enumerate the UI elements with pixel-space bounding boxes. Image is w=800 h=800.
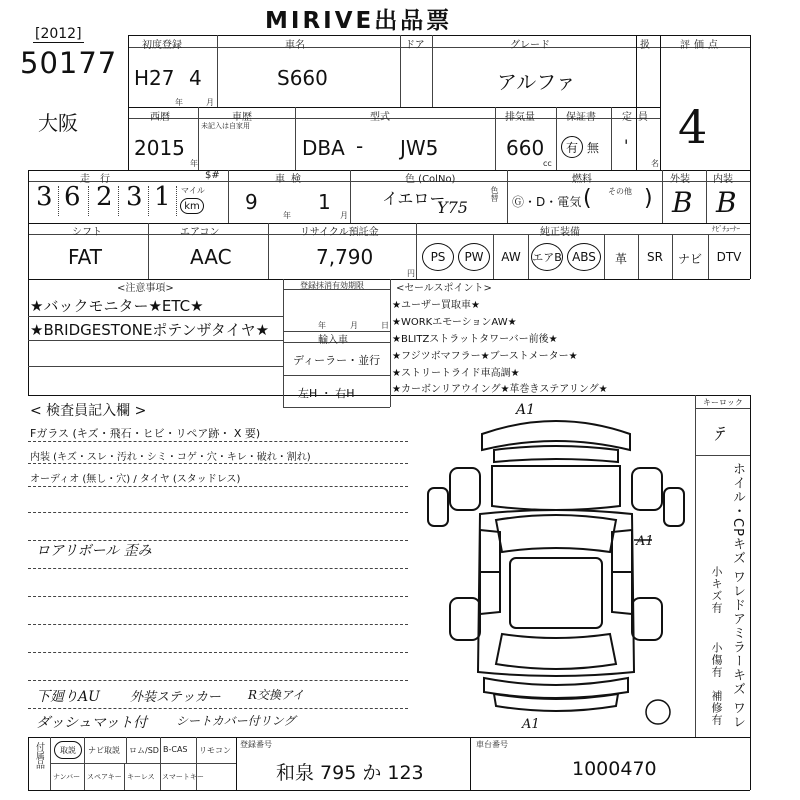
note-item: ★バックモニター★ETC★ xyxy=(30,297,204,315)
import-label: 輸入車 xyxy=(318,335,348,346)
side-note-mirror: ドアミラーキズ ワレ xyxy=(730,598,745,730)
color-label: 色 (ColNo) xyxy=(405,174,456,185)
mileage-digit: 6 xyxy=(64,182,81,212)
model-sep: - xyxy=(356,134,364,158)
chassis-label: 車台番号 xyxy=(476,740,508,749)
dealer-parallel: ディーラー・並行 xyxy=(293,354,381,367)
side-note-mirror-sub: 小傷有 xyxy=(710,642,723,678)
handwritten-note: 下廻りAU xyxy=(36,689,100,705)
equipment-ps: PS xyxy=(422,243,454,271)
mileage-label: 走行 xyxy=(80,174,120,185)
accessory-remote: リモコン xyxy=(199,746,231,755)
accessory-navi-manual: ナビ取説 xyxy=(88,746,120,755)
diagram-mark-front: A1 xyxy=(516,402,536,418)
year-unit: 年 xyxy=(175,98,183,107)
inspection-month-unit: 月 xyxy=(340,211,348,220)
fuel-other: その他 xyxy=(608,187,632,196)
side-note-wheel-sub: 小キズ有 xyxy=(710,566,723,614)
evaluation-score: 4 xyxy=(678,100,708,154)
cc-unit: cc xyxy=(543,159,552,168)
sales-point-item: ★フジツボマフラー★ブーストメーター★ xyxy=(392,351,578,362)
mileage-digit: 1 xyxy=(154,182,171,212)
sales-point-item: ★ユーザー買取車★ xyxy=(392,300,480,311)
model-code: JW5 xyxy=(400,136,439,160)
warranty-label: 保証書 xyxy=(566,112,596,123)
accessory-plate: ナンバー xyxy=(53,773,81,781)
chassis-number: 1000470 xyxy=(572,758,657,780)
notes-label: <注意事項> xyxy=(117,283,174,294)
diagram-mark-side: A1 xyxy=(636,534,654,549)
interior-grade: B xyxy=(716,186,737,219)
exterior-grade: B xyxy=(672,186,693,219)
evaluation-label: 評価点 xyxy=(680,40,722,51)
plate-label: 登録番号 xyxy=(240,740,272,749)
steering-side: 左H ・ 右H xyxy=(298,387,355,400)
registration-expiry-label: 登録抹消有効期限 xyxy=(300,281,364,290)
navi-tuner-label: ﾅﾋﾞﾁｭｰﾅｰ xyxy=(712,225,740,233)
capacity-label: 定員 xyxy=(622,112,654,123)
mileage-unit-mile: マイル xyxy=(181,186,205,195)
model-year: 2015 xyxy=(134,136,185,160)
sales-points-label: <セールスポイント> xyxy=(396,283,492,294)
fuel-close-paren: ) xyxy=(644,186,653,211)
month-unit: 月 xyxy=(206,98,214,107)
mileage-digit: 2 xyxy=(96,182,113,212)
expiry-month-unit: 月 xyxy=(350,321,358,330)
mileage-digit: 3 xyxy=(126,182,143,212)
inspector-label: < 検査員記入欄 > xyxy=(30,403,147,419)
warranty-yes: 有 xyxy=(561,136,583,158)
accessory-spare-key: スペアキー xyxy=(87,773,122,781)
car-name-label: 車名 xyxy=(285,40,305,51)
car-damage-diagram xyxy=(420,402,692,732)
person-unit: 名 xyxy=(651,159,659,168)
expiry-year-unit: 年 xyxy=(318,321,326,330)
mileage-extra: $# xyxy=(205,170,220,181)
shift-label: シフト xyxy=(72,227,102,238)
handwritten-note: 外装ステッカー xyxy=(130,690,221,705)
plate-number: 和泉 795 か 123 xyxy=(276,762,424,784)
capacity-mark: ' xyxy=(624,136,629,155)
displacement: 660 xyxy=(506,136,545,160)
mileage-unit-km: km xyxy=(180,198,204,214)
note-item: ★BRIDGESTONEポテンザタイヤ★ xyxy=(30,321,270,339)
exterior-label: 外装 xyxy=(670,174,690,185)
yen-unit: 円 xyxy=(407,269,415,278)
key-lock-label: キーロック xyxy=(703,398,743,407)
diagram-mark-rear: A1 xyxy=(522,717,540,732)
equipment-leather: 革 xyxy=(614,252,627,266)
color-change-label: 色替 xyxy=(490,186,499,202)
model-year-unit: 年 xyxy=(190,159,198,168)
history-note: 未記入は自家用 xyxy=(201,122,250,130)
accessory-smart-key: スマートキー xyxy=(162,773,204,781)
inspection-label: 車検 xyxy=(275,174,307,185)
region: 大阪 xyxy=(38,111,78,135)
lot-number: 50177 xyxy=(20,46,118,80)
equipment-label: 純正装備 xyxy=(540,227,580,238)
side-note-wheel: ホイル・CPキズ ワレ xyxy=(730,462,745,599)
equipment-abs: ABS xyxy=(567,243,601,271)
form-title: MIRIVE出品票 xyxy=(265,8,453,34)
first-reg-label: 初度登録 xyxy=(142,40,182,51)
equipment-sr: SR xyxy=(647,250,663,264)
year-code: [2012] xyxy=(35,26,82,42)
equipment-navi: ナビ xyxy=(677,252,702,266)
inspector-line-audio: オーディオ (無し・穴) / タイヤ (スタッドレス) xyxy=(30,474,241,485)
first-reg-month: 4 xyxy=(189,66,202,90)
expiry-day-unit: 日 xyxy=(381,321,389,330)
warranty-no: 無 xyxy=(587,141,600,155)
equipment-aw: AW xyxy=(501,250,521,264)
car-name: S660 xyxy=(277,66,328,90)
equipment-pw: PW xyxy=(458,243,490,271)
recycle-label: リサイクル預託金 xyxy=(300,227,379,238)
inspection-year: 9 xyxy=(245,190,258,214)
model-prefix: DBA xyxy=(302,136,345,160)
accessory-rom-sd: ロム/SD xyxy=(129,746,159,755)
sales-point-item: ★BLITZストラットタワーバー前後★ xyxy=(392,334,558,345)
equipment-dtv: DTV xyxy=(716,250,742,264)
grade: アルファ xyxy=(497,70,576,94)
ac-label: エアコン xyxy=(180,227,220,238)
sales-point-item: ★カーボンリアウイング★革巻きステアリング★ xyxy=(392,384,608,395)
color-code: Y75 xyxy=(437,198,468,217)
interior-label: 内装 xyxy=(713,174,733,185)
handwritten-note: シートカバー付リング xyxy=(176,714,296,728)
ac: AAC xyxy=(190,245,232,269)
accessories-label: 付属品 xyxy=(34,742,44,769)
mileage-digit: 3 xyxy=(36,182,53,212)
door-label: ドア xyxy=(405,40,425,51)
inspection-year-unit: 年 xyxy=(283,211,291,220)
accessory-keyless: キーレス xyxy=(127,773,155,781)
handwritten-note: ダッシュマット付 xyxy=(36,715,148,731)
handwritten-note: R交換アイ xyxy=(248,688,304,702)
sales-point-item: ★WORKエモーションAW★ xyxy=(392,317,517,328)
color: イエロー xyxy=(382,189,446,208)
grade-label: グレード xyxy=(510,40,550,51)
accessory-manual: 取説 xyxy=(54,741,82,759)
shift: FAT xyxy=(68,245,103,269)
history-label: 車歴 xyxy=(232,112,252,123)
accessory-bcas: B-CAS xyxy=(163,745,188,754)
inspector-line-interior: 内装 (キズ・スレ・汚れ・シミ・コゲ・穴・キレ・破れ・割れ) xyxy=(30,452,311,463)
fuel-open-paren: ( xyxy=(583,186,592,211)
equipment-airbag: エアB xyxy=(531,243,563,271)
inspector-line-glass: Fガラス (キズ・飛石・ヒビ・リペア跡・ X 要) xyxy=(30,427,261,440)
displacement-label: 排気量 xyxy=(505,112,535,123)
fuel-options: Ⓖ・D・電気 xyxy=(512,195,582,209)
class-label: 扱 xyxy=(640,40,650,51)
fuel-label: 燃料 xyxy=(572,174,592,185)
first-reg-era: H27 xyxy=(134,66,175,90)
inspection-month: 1 xyxy=(318,190,331,214)
sales-point-item: ★ストリートライド車高調★ xyxy=(392,368,520,379)
recycle-fee: 7,790 xyxy=(316,245,374,269)
model-year-label: 西暦 xyxy=(150,112,170,123)
side-note-repair: 補修有 xyxy=(710,690,723,726)
handwritten-note: ロアリボール 歪み xyxy=(36,543,152,559)
key-lock-value: ﾃ xyxy=(714,424,723,445)
model-label: 型式 xyxy=(370,112,390,123)
